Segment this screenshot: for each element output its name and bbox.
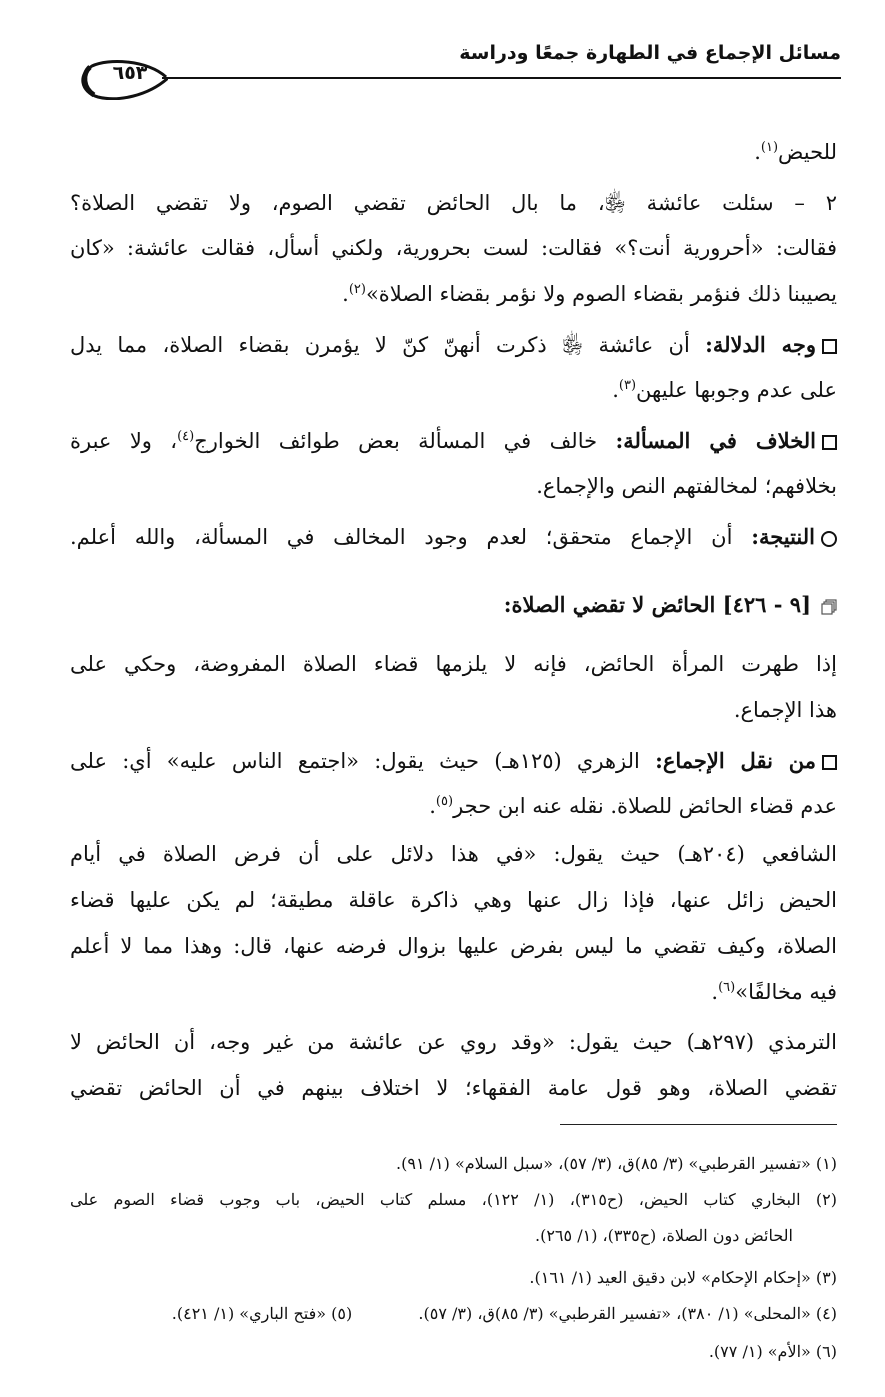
- footnote-item: (٥) «فتح الباري» (١/ ٤٢١).: [171, 1304, 353, 1323]
- header-rule: [162, 77, 841, 79]
- text-line: للحيض$^{(١)}$.: [754, 140, 837, 164]
- text-line: يصيبنا ذلك فنؤمر بقضاء الصوم ولا نؤمر بقضاء الصلاة»$^{(٢)}$.: [342, 282, 837, 306]
- footnote-ref: (٦): [718, 980, 736, 995]
- section-heading: [٩ - ٤٢٦] الحائض لا تقضي الصلاة:: [70, 592, 837, 617]
- footnote: (٣) «إحكام الإحكام» لابن دقيق العيد (١/ ١٦١).: [529, 1268, 837, 1287]
- text-line: الصلاة، وكيف تقضي ما ليس بفرض عليها بزوال فرضه عنها، قال: وهذا مما لا أعلم: [70, 934, 837, 958]
- footnote-ref: (٥): [435, 794, 454, 809]
- footnote: (١) «تفسير القرطبي» (٣/ ٨٥)ق، (٣/ ٥٧)، «سبل السلام» (١/ ٩١).: [396, 1154, 837, 1173]
- text-line: ٢ – سئلت عائشة ﵂، ما بال الحائض تقضي الصوم، ولا تقضي الصلاة؟: [70, 191, 837, 215]
- text-line: النتيجة: أن الإجماع متحقق؛ لعدم وجود المخالف في المسألة، والله أعلم.: [70, 524, 837, 549]
- text-line: عدم قضاء الحائض للصلاة. نقله عنه ابن حجر$^{(٥)}$.: [429, 794, 837, 818]
- footnote-ref: (٣): [618, 378, 637, 393]
- text-line: بخلافهم؛ لمخالفتهم النص والإجماع.: [536, 474, 837, 498]
- text-line: إذا طهرت المرأة الحائض، فإنه لا يلزمها قضاء الصلاة المفروضة، وحكي على: [70, 652, 837, 676]
- text-line: من نقل الإجماع: الزهري (١٢٥هـ) حيث يقول: «اجتمع الناس عليه» أي: على: [70, 748, 837, 773]
- square-bullet-icon: [822, 339, 837, 354]
- footnote: الحائض دون الصلاة، (ح٣٣٥)، (١/ ٢٦٥).: [535, 1226, 793, 1245]
- text-line: على عدم وجوبها عليهن$^{(٣)}$.: [612, 378, 837, 402]
- square-bullet-icon: [822, 435, 837, 450]
- copy-icon: [821, 599, 837, 615]
- footnote-separator: [560, 1124, 837, 1125]
- text-line: تقضي الصلاة، وهو قول عامة الفقهاء؛ لا اختلاف بينهم في أن الحائض تقضي: [70, 1076, 837, 1100]
- footnote: [70, 1304, 837, 1323]
- text-line: هذا الإجماع.: [733, 698, 837, 722]
- circle-bullet-icon: [821, 531, 837, 547]
- footnote-ref: (٢): [348, 282, 366, 297]
- square-bullet-icon: [822, 755, 837, 770]
- page-number: ٦٥٣: [112, 62, 148, 84]
- text-line: الخلاف في المسألة: خالف في المسألة بعض طوائف الخوارج$^{(٤)}$، ولا عبرة: [70, 428, 837, 453]
- text-line: وجه الدلالة: أن عائشة ﵂ ذكرت أنهنّ كنّ لا يؤمرن بقضاء الصلاة، مما يدل: [70, 332, 837, 363]
- running-header-title: مسائل الإجماع في الطهارة جمعًا ودراسة: [459, 42, 841, 64]
- footnote-ref: (٤): [177, 429, 195, 444]
- text-line: الترمذي (٢٩٧هـ) حيث يقول: «وقد روي عن عائشة من غير وجه، أن الحائض لا: [70, 1030, 837, 1054]
- footnote: (٦) «الأم» (١/ ٧٧).: [708, 1342, 837, 1361]
- text-line: الحيض زائل عنها، فإذا زال عنها وهي ذاكرة عاقلة مطيقة؛ لم يكن عليها قضاء: [70, 888, 837, 912]
- footnote: (٢) البخاري كتاب الحيض، (ح٣١٥)، (١/ ١٢٢)، مسلم كتاب الحيض، باب وجوب قضاء الصوم على: [70, 1190, 838, 1209]
- footnote-ref: (١): [760, 140, 779, 155]
- text-line: فقالت: «أحرورية أنت؟» فقالت: لست بحرورية، ولكني أسأل، فقالت عائشة: «كان: [70, 236, 837, 260]
- text-line: الشافعي (٢٠٤هـ) حيث يقول: «في هذا دلائل على أن فرض الصلاة في أيام: [70, 842, 837, 866]
- text-line: فيه مخالفًا»$^{(٦)}$.: [711, 980, 837, 1004]
- footnote-item: (٤) «المحلى» (١/ ٣٨٠)، «تفسير القرطبي» (٣/ ٨٥)ق، (٣/ ٥٧).: [418, 1304, 837, 1323]
